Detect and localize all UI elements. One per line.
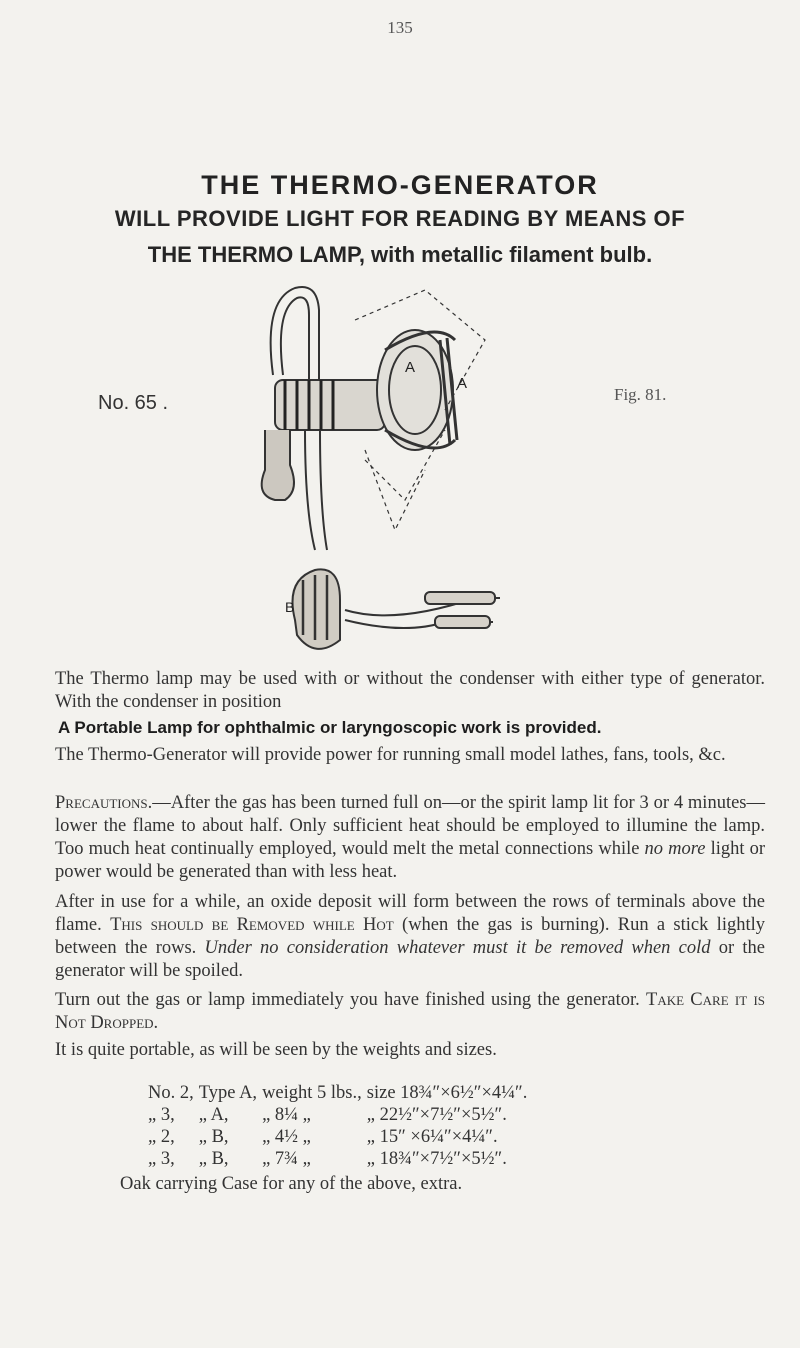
oak-case-note: Oak carrying Case for any of the above, extra. [120,1174,463,1194]
heading-line-1: THE THERMO-GENERATOR [201,170,599,200]
precautions-emphasis: no more [644,839,706,859]
spec-no: „ 2, [148,1126,175,1147]
oxide-warning: This should be Removed while Hot [110,915,394,935]
label-a-left: A [405,359,416,376]
spec-type: „ A, [198,1104,229,1125]
oxide-emphasis: Under no consideration whatever must it be removed when cold [204,938,711,958]
spec-row [148,1082,532,1104]
spec-size: „ 18¾″×7½″×5½″. [366,1148,507,1169]
paragraph-portable: It is quite portable, as will be seen by the weights and sizes. [55,1040,497,1060]
catalogue-number: No. 65 . [98,392,169,414]
oxide-text-c: or the generator will be spoiled. [55,938,765,981]
paragraph-oxide [55,891,765,983]
take-care-warning: Take Care it is Not Dropped. [55,990,766,1033]
spec-no: No. 2, [148,1082,194,1103]
page-number: 135 [387,18,413,37]
precautions-tail: light or power would be generated than with less heat. [55,839,765,882]
spec-weight: weight 5 lbs., [262,1082,362,1103]
oxide-text-b: (when the gas is burning). Run a stick lightly between the rows. [55,915,765,958]
spec-weight: „ 4½ „ [262,1126,311,1147]
label-a-right: A [457,375,468,392]
paragraph-precautions [55,792,765,884]
spec-type: „ B, [198,1126,229,1147]
spec-size: „ 22½″×7½″×5½″. [366,1104,507,1125]
label-b: B [285,599,295,615]
thermo-lamp-illustration [245,280,545,655]
spec-size: size 18¾″×6½″×4¼″. [366,1082,528,1103]
heading-line-3: THE THERMO LAMP, with metallic filament bulb. [147,242,653,267]
spec-row [148,1126,532,1148]
paragraph-condenser: The Thermo lamp may be used with or without the condenser with either type of generator. With the condenser in position [55,669,765,712]
heading-line-2: WILL PROVIDE LIGHT FOR READING BY MEANS OF [114,206,686,231]
precautions-lead: Precautions. [55,793,153,813]
turn-out-text: Turn out the gas or lamp immediately you have finished using the generator. [55,990,640,1010]
spec-row [148,1104,532,1126]
paragraph-turn-out [55,989,765,1035]
spec-type: „ B, [198,1148,229,1169]
spec-no: „ 3, [148,1148,175,1169]
spec-weight: „ 7¾ „ [262,1148,311,1169]
spec-type: Type A, [198,1082,258,1103]
figure-label: Fig. 81. [614,385,667,404]
spec-table [148,1082,532,1170]
portable-lamp-note: A Portable Lamp for ophthalmic or laryngoscopic work is provided. [58,718,602,737]
spec-size: „ 15″ ×6¼″×4¼″. [366,1126,498,1147]
spec-weight: „ 8¼ „ [262,1104,311,1125]
precautions-text: —After the gas has been turned full on—or the spirit lamp lit for 3 or 4 minutes—lower the flame to about half. Only sufficient heat should be employed to illumine the lamp. Too much heat continually employed, would melt the metal connections while [55,793,765,859]
paragraph-power: The Thermo-Generator will provide power for running small model lathes, fans, tools, &c. [55,745,726,765]
spec-row [148,1148,532,1170]
spec-no: „ 3, [148,1104,175,1125]
oxide-text-a: After in use for a while, an oxide deposit will form between the rows of terminals above the flame. [55,892,765,935]
